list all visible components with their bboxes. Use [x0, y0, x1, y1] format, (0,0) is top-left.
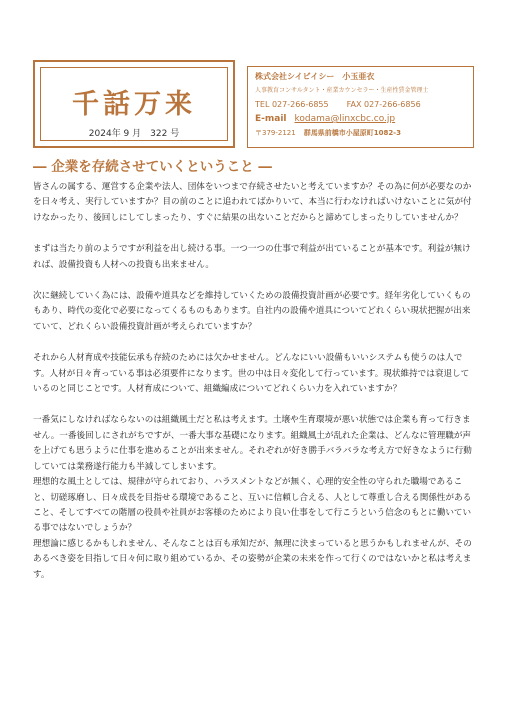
paragraph: 皆さんの属する、運営する企業や法人、団体をいつまで存続させたいと考えていますか？その為に何が必要なのかを日々考え、実行していますか？目の前のことに追われてばかりいて、本当に行わなければいけないことに気が付けなかったり、後回しにしてしまったり、すぐに結果の出ないことだからと諦めてしまったりしていませんか？: [33, 182, 472, 223]
paragraph: 理想論に感じるかもしれません、そんなことは百も承知だが、無理に決まっていると思うかもしれませんが、そのあるべき姿を目指して日々何に取り組めているか、その姿勢が企業の未来を作って行くのではないかと私は考えます。: [33, 538, 472, 580]
paragraph: まずは当たり前のようですが利益を出し続ける事。一つ一つの仕事で利益が出ていることが基本です。利益が無ければ、設備投資も人材への投資も出来ません。: [33, 244, 471, 270]
postal-code: 〒379-2121: [255, 129, 296, 137]
paragraph: 次に継続していく為には、設備や道具などを維持していくための設備投資計画が必要です。経年劣化していくものもあり、時代の変化で必要になってくるものもあります。自社内の設備や道具についてどれくらい現状把握が出来ていて、どれくらい設備投資計画が考えられていますか？: [33, 291, 471, 332]
tel-number: TEL 027-266-6855: [255, 100, 329, 109]
email-line: [255, 112, 473, 126]
address-line: [255, 126, 473, 140]
article-body: [33, 180, 473, 583]
article-headline: ― 企業を存続させていくということ ―: [33, 159, 272, 175]
masthead-box: [33, 60, 235, 148]
paragraph: 一番気にしなければならないのは組織風土だと私は考えます。土壌や生育環境が悪い状態では企業も育って行きません。一番後回しにされがちですが、一番大事な基礎になります。組織風土が乱れた企業は、どんなに管理職が声を上げても思うように仕事を進めることが出来ません。それぞれが好き勝手バラバラな考え方で好きなように行動していては業務遂行能力も半減してしまいます。: [33, 415, 472, 472]
fax-number: FAX 027-266-6856: [346, 100, 421, 109]
issue-info: 2024年 9 月 322 号: [88, 129, 180, 139]
street-address: 群馬県前橋市小屋原町1082-3: [303, 129, 401, 137]
author-roles: 人事教育コンサルタント・産業カウンセラー・生産性賃金管理士: [255, 87, 429, 94]
masthead-inner-frame: [40, 67, 228, 141]
email-address[interactable]: kodama@linxcbc.co.jp: [294, 114, 396, 124]
contact-box: [247, 66, 474, 148]
email-label: E-mail: [255, 114, 287, 124]
phone-line: [255, 98, 473, 112]
paragraph: 理想的な風土としては、規律が守られており、ハラスメントなどが無く、心理的安全性の守られた職場であること、切磋琢磨し、日々成長を目指せる環境であること、互いに信頼し合える、人として尊重し合える関係性があること、そしてすべての階層の役員や社員がお客様のためにより良い仕事をして行こうという信念のもとに働いている事ではないでしょうか？: [33, 477, 472, 534]
company-name: 株式会社シイビイシー 小玉亜衣: [255, 72, 375, 81]
newsletter-title: 千話万来: [72, 89, 196, 120]
paragraph: それから人材育成や技能伝承も存続のためには欠かせません。どんなにいい設備もいいシステムも使うのは人です。人材が日々育っている事は必須要件になります。世の中は日々変化して行っています。現状維持では衰退しているのと同じことです。人材育成について、組織編成についてどれくらい力を入れていますか？: [33, 353, 470, 395]
